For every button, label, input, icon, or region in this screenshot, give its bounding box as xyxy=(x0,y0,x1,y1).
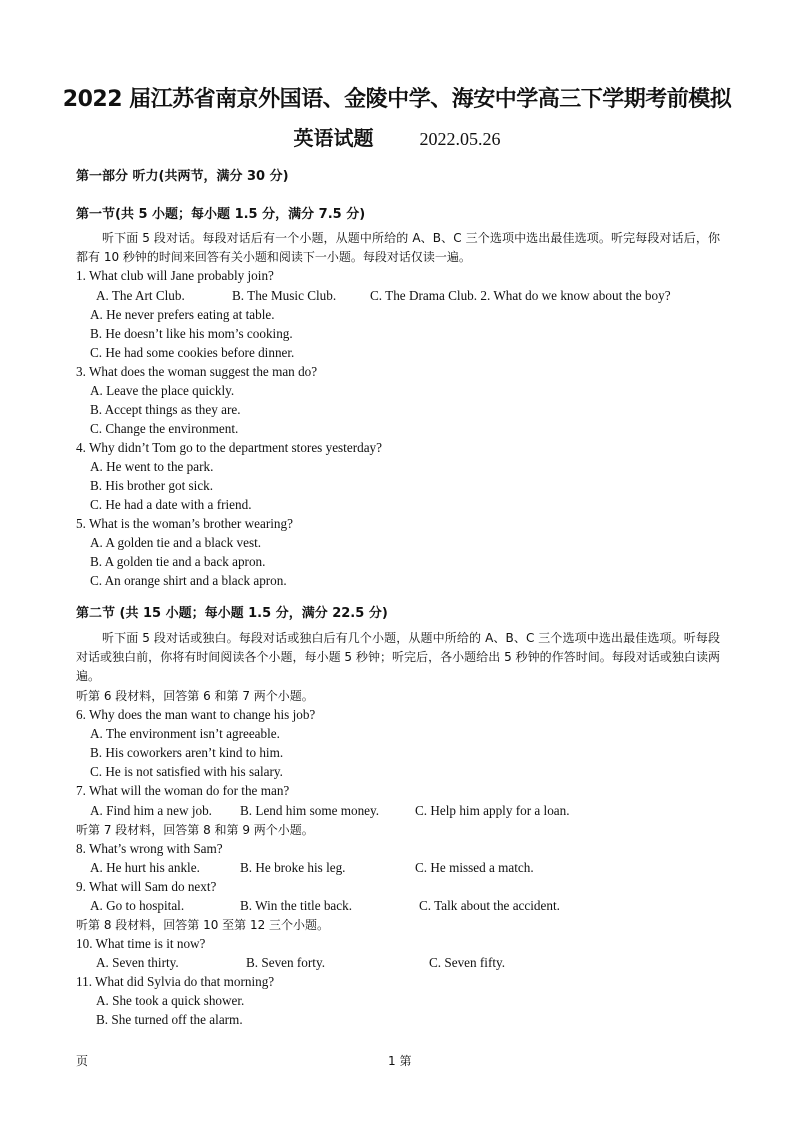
section1-instruction: 听下面 5 段对话。每段对话后有一个小题，从题中所给的 A、B、C 三个选项中选出最佳选项。听完每段对话后，你都有 10 秒钟的时间来回答有关小题和阅读下一小题。每段对话仅读一遍。 xyxy=(76,231,720,264)
option-c: C. Help him apply for a loan. xyxy=(415,803,570,818)
option-c: C. He missed a match. xyxy=(415,860,534,875)
option-a: A. Find him a new job. xyxy=(90,803,212,818)
footer-page-label: 页 xyxy=(76,1054,89,1068)
option-b: B. Seven forty. xyxy=(246,955,325,970)
question-8: 8. What’s wrong with Sam? xyxy=(76,841,223,856)
question-10: 10. What time is it now? xyxy=(76,936,206,951)
part1-heading: 第一部分 听力(共两节，满分 30 分) xyxy=(76,169,289,184)
option-c: C. The Drama Club. 2. What do we know about the boy? xyxy=(370,288,671,303)
question-11-option-a: A. She took a quick shower. xyxy=(96,993,245,1008)
question-6-option-c: C. He is not satisfied with his salary. xyxy=(90,764,283,779)
question-4-option-a: A. He went to the park. xyxy=(90,459,214,474)
option-a: A. Go to hospital. xyxy=(90,898,185,913)
option-a: A. Seven thirty. xyxy=(96,955,179,970)
option-a: A. The Art Club. xyxy=(96,288,185,303)
question-3-option-b: B. Accept things as they are. xyxy=(90,402,241,417)
question-9-options xyxy=(90,898,560,914)
option-b: B. Win the title back. xyxy=(240,898,353,913)
question-4: 4. Why didn’t Tom go to the department stores yesterday? xyxy=(76,440,382,455)
material-8-note: 听第 8 段材料，回答第 10 至第 12 三个小题。 xyxy=(76,918,330,932)
question-5-option-b: B. A golden tie and a back apron. xyxy=(90,554,266,569)
question-8-options xyxy=(90,860,534,876)
question-2-option-a: A. He never prefers eating at table. xyxy=(90,307,275,322)
question-3-option-a: A. Leave the place quickly. xyxy=(90,383,235,398)
question-2-option-c: C. He had some cookies before dinner. xyxy=(90,345,295,360)
exam-date: 2022.05.26 xyxy=(419,129,501,149)
question-5-option-c: C. An orange shirt and a black apron. xyxy=(90,573,287,588)
question-1: 1. What club will Jane probably join? xyxy=(76,268,274,283)
question-11-option-b: B. She turned off the alarm. xyxy=(96,1012,243,1027)
material-7-note: 听第 7 段材料，回答第 8 和第 9 两个小题。 xyxy=(76,823,314,837)
question-3-option-c: C. Change the environment. xyxy=(90,421,239,436)
section2-instruction: 听下面 5 段对话或独白。每段对话或独白后有几个小题，从题中所给的 A、B、C 三个选项中选出最佳选项。听每段对话或独白前，你将有时间阅读各个小题，每小题 5 秒钟；听完后，各小题给出 5 秒钟的作答时间。每段对话或独白读两遍。 xyxy=(76,631,720,683)
option-b: B. The Music Club. xyxy=(232,288,337,303)
option-c: C. Talk about the accident. xyxy=(419,898,560,913)
question-6: 6. Why does the man want to change his job? xyxy=(76,707,316,722)
exam-title: 2022 届江苏省南京外国语、金陵中学、海安中学高三下学期考前模拟 xyxy=(62,87,732,112)
question-10-options xyxy=(96,955,505,971)
subject-label: 英语试题 xyxy=(293,126,374,150)
question-4-option-c: C. He had a date with a friend. xyxy=(90,497,252,512)
section2-heading: 第二节 (共 15 小题；每小题 1.5 分，满分 22.5 分) xyxy=(76,606,388,621)
question-6-option-b: B. His coworkers aren’t kind to him. xyxy=(90,745,284,760)
option-b: B. He broke his leg. xyxy=(240,860,346,875)
option-a: A. He hurt his ankle. xyxy=(90,860,200,875)
question-3: 3. What does the woman suggest the man do? xyxy=(76,364,318,379)
footer-page-number: 1 第 xyxy=(388,1054,412,1068)
question-2-option-b: B. He doesn’t like his mom’s cooking. xyxy=(90,326,293,341)
question-11: 11. What did Sylvia do that morning? xyxy=(76,974,275,989)
exam-subtitle xyxy=(0,122,794,151)
option-c: C. Seven fifty. xyxy=(429,955,506,970)
question-5-option-a: A. A golden tie and a black vest. xyxy=(90,535,262,550)
question-7: 7. What will the woman do for the man? xyxy=(76,783,290,798)
question-4-option-b: B. His brother got sick. xyxy=(90,478,214,493)
question-6-option-a: A. The environment isn’t agreeable. xyxy=(90,726,280,741)
question-5: 5. What is the woman’s brother wearing? xyxy=(76,516,293,531)
option-b: B. Lend him some money. xyxy=(240,803,380,818)
question-9: 9. What will Sam do next? xyxy=(76,879,217,894)
section1-heading: 第一节(共 5 小题；每小题 1.5 分，满分 7.5 分) xyxy=(76,207,366,222)
material-6-note: 听第 6 段材料，回答第 6 和第 7 两个小题。 xyxy=(76,689,314,703)
question-7-options xyxy=(90,803,570,819)
question-1-options xyxy=(96,288,671,304)
